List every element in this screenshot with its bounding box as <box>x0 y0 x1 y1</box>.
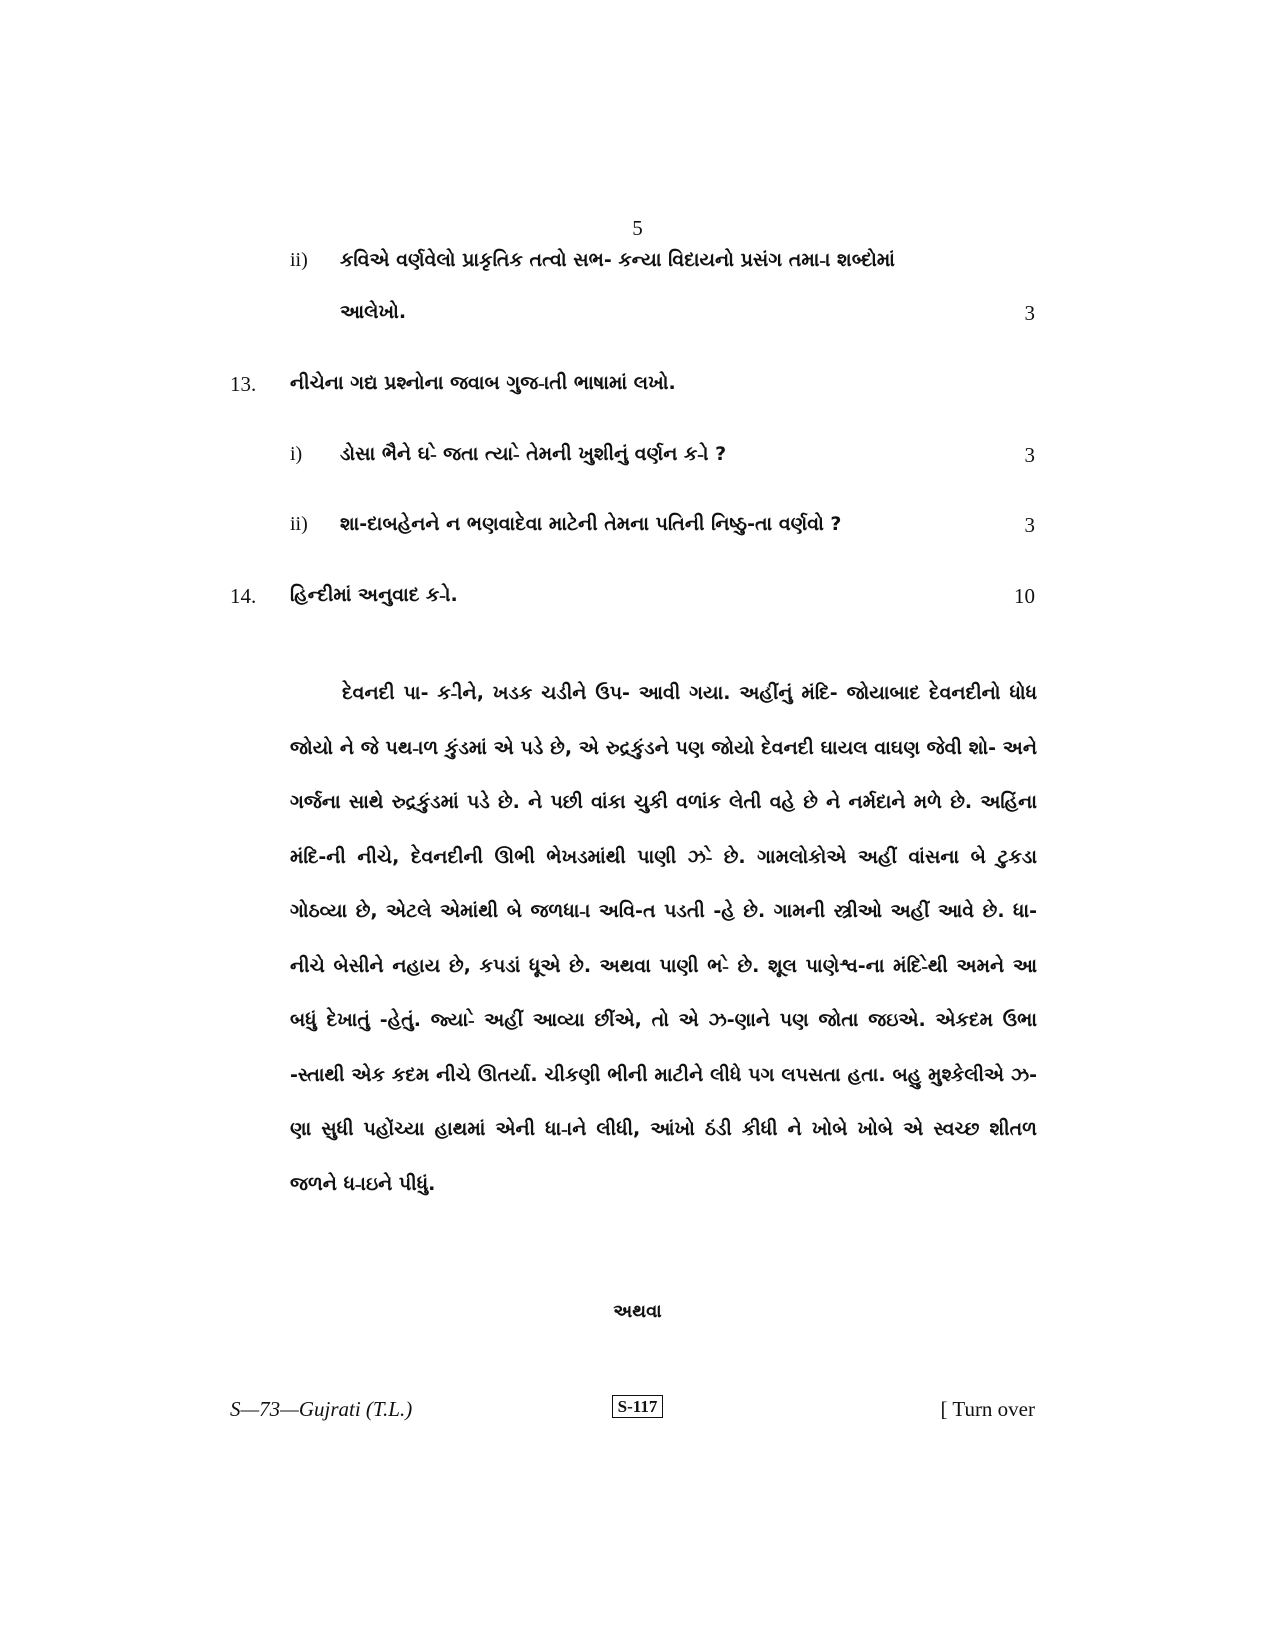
question-text-continuation: આલેખો. <box>340 301 407 323</box>
marks: 3 <box>1024 513 1035 537</box>
marks: 3 <box>1024 443 1035 467</box>
page-number: 5 <box>632 216 643 240</box>
paper-code: S-117 <box>612 1395 664 1418</box>
translation-passage: દેવનદી પા- ક-ીને, ખડક ચડીને ઉપ- આવી ગયા. અહીંનું મંદિ- જોયાબાદ દેવનદીનો ધોધ જોયો ને જે પથ-ાળ કુંડમાં એ પડે છે, એ રુદ્રકુંડને પણ જોયો દેવનદી ઘાયલ વાઘણ જેવી શો- અને ગર્જના સાથે રુદ્રકુંડમાં પડે છે. ને પછી વાંકા ચુકી વળાંક લેતી વહે છે ને નર્મદાને મળે છે. અહિંના મંદિ-ની નીચે, દેવનદીની ઊભી ભેખડમાંથી પાણી ઝ-ે છે. ગામલોકોએ અહીં વાંસના બે ટુકડા ગોઠવ્યા છે, એટલે એમાંથી બે જળધા-ા અવિ-ત પડતી -હે છે. ગામની સ્ત્રીઓ અહીં આવે છે. ધા- નીચે બેસીને નહાય છે, કપડાં ધૂએ છે. અથવા પાણી ભ-ે છે. શૂલ પાણેશ્વ-ના મંદિ-ેથી અમને આ બધું દેખાતું -હેતું. જ્યા-ે અહીં આવ્યા છીંએ, તો એ ઝ-ણાને પણ જોતા જઇએ. એકદમ ઉભા -સ્તાથી એક કદમ નીચે ઊતર્યા. ચીકણી ભીની માટીને લીધે પગ લપસતા હતા. બહુ મુશ્કેલીએ ઝ-ણા સુધી પહોંચ્યા હાથમાં એની ધા-ાને લીધી, આંખો ઠંડી કીધી ને ખોબે ખોબે એ સ્વચ્છ શીતળ જળને ધ-ાઇને પીધું. <box>290 682 1037 1195</box>
question-number: 13. <box>230 372 257 396</box>
exam-code: S—73—Gujrati (T.L.) <box>230 1397 413 1421</box>
part-label: i) <box>290 443 303 465</box>
question-text: કવિએ વર્ણવેલો પ્રાકૃતિક તત્વો સભ- કન્યા વિદાયનો પ્રસંગ તમા-ા શબ્દોમાં <box>340 249 895 271</box>
marks: 3 <box>1024 301 1035 325</box>
question-text: ડોસા ભૈને ઘ-ે જતા ત્યા-ે તેમની ખુશીનું વર્ણન ક-ો ? <box>340 443 727 465</box>
question-text: હિન્દીમાં અનુવાદ ક-ો. <box>290 584 458 606</box>
paper-code-box <box>0 1395 1275 1418</box>
part-label: ii) <box>290 249 308 271</box>
turn-over-label: [ Turn over <box>940 1397 1035 1421</box>
question-text: નીચેના ગદ્ય પ્રશ્નોના જવાબ ગુજ-ાતી ભાષામાં લખો. <box>290 372 676 394</box>
or-label: અથવા <box>613 1301 662 1322</box>
question-text: શા-દાબહેનને ન ભણવાદેવા માટેની તેમના પતિની નિષ્ઠુ-તા વર્ણવો ? <box>340 513 842 535</box>
marks: 10 <box>1014 584 1035 608</box>
part-label: ii) <box>290 513 308 535</box>
question-number: 14. <box>230 584 257 608</box>
